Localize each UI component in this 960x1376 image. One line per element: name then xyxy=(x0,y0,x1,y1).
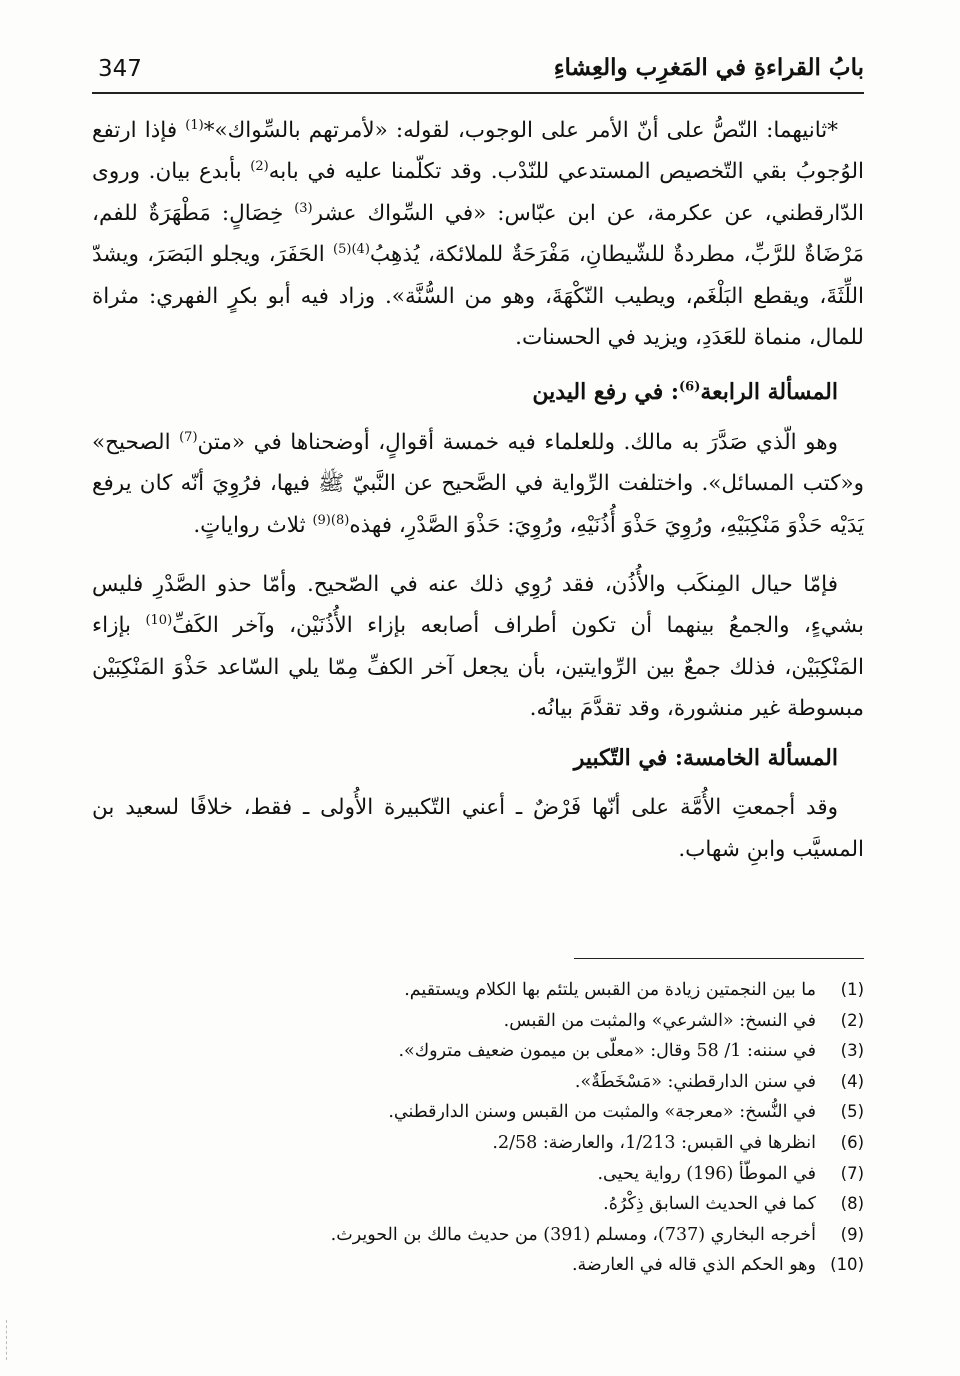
footnote-item xyxy=(92,1220,864,1251)
footnote-number: (4) xyxy=(840,1071,864,1091)
heading-subject: : في رفع اليدين xyxy=(532,379,680,406)
text-line: وزاد فيه أبو بكرٍ الفهري: مثراة للمال، منماة للعَدَدِ، ويزيد في الحسنات. xyxy=(92,283,864,351)
footnote-item xyxy=(92,1250,864,1281)
footnote-item xyxy=(92,1097,864,1128)
text-line: ثلاث رواياتٍ. xyxy=(193,512,306,538)
scan-edge-mark xyxy=(6,1320,8,1360)
footnote-divider xyxy=(574,958,864,959)
footnote-number: (7) xyxy=(840,1163,864,1183)
footnote-ref[interactable]: (1) xyxy=(185,117,204,133)
footnote-number: (10) xyxy=(830,1255,864,1275)
footnote-text: في الموطّأ (196) رواية يحيى. xyxy=(597,1163,816,1184)
footnote-item xyxy=(92,1067,864,1098)
main-text xyxy=(92,110,864,870)
heading-title: المسألة الرابعة xyxy=(700,379,838,406)
footnote-item xyxy=(92,1189,864,1220)
footnote-ref[interactable]: (10) xyxy=(145,613,173,629)
footnote-ref[interactable]: (9) xyxy=(312,512,331,528)
text-line: فليس بشيءٍ، والجمعُ بينهما أن تكون أطراف أصابعه بإزاء الأُذُنَيْن، وآخر الكَفِّ xyxy=(92,572,864,639)
text-line: المَنْكِبَيْن مبسوطة غير منشورة، وقد تقدَّمَ بيانُه. xyxy=(92,654,864,722)
footnote-item xyxy=(92,1006,864,1037)
footnote-number: (5) xyxy=(840,1102,864,1122)
text-line: الحَفَرَ، ويجلو البَصَرَ، ويشدّ اللِّثَةَ، ويقطع البَلْغَم، ويطيب النّكْهَةَ، وهو من السُّنَّة». xyxy=(92,242,864,309)
text-line: خِصَالٍ: مَطْهَرَةٌ للفم، مَرْضَاةٌ للرَّبِّ، مطردةٌ للشّيطانِ، مَفْرَحَةٌ للملائكة، يُذهِبُ xyxy=(92,200,864,268)
footnote-number: (6) xyxy=(840,1132,864,1152)
footnote-text: في النسخ: «الشرعي» والمثبت من القبس. xyxy=(503,1010,816,1031)
text-line: *ثانيهما: النّصُّ على أنّ الأمر على الوجوب، لقوله: «لأمرتهم بالسِّواك»* xyxy=(203,118,838,143)
text-line: فإمّا حيال المِنكَب والأُذُن، فقد رُوِي ذلك عنه في الصّحيح. وأمّا حذو الصَّدْرِ xyxy=(153,572,838,598)
footnote-ref[interactable]: (7) xyxy=(179,429,198,445)
text-line: وقد أجمعتِ الأُمَّة على أنّها فَرْضٌ ـ أعني التّكبيرة الأُولى ـ فقط، خلافًا لسعيد xyxy=(125,795,839,821)
text-line: بن المسيَّب وابنِ شهاب. xyxy=(92,795,864,862)
section-heading-fifth xyxy=(92,738,864,779)
paragraph-reconciliation xyxy=(92,564,864,730)
footnote-text: في سنن الدارقطني: «مَسْخَطَةٌ». xyxy=(574,1071,816,1092)
footnote-ref[interactable]: (6) xyxy=(679,380,701,396)
heading-subject: : في التّكبير xyxy=(573,744,684,771)
footnote-ref[interactable]: (3) xyxy=(294,200,313,216)
footnotes xyxy=(92,975,864,1281)
footnote-text: انظرها في القبس: 1/213، والعارضة: 2/58. xyxy=(492,1132,816,1153)
paragraph-takbir xyxy=(92,787,864,870)
paragraph-siwak xyxy=(92,110,864,358)
text-line: بإزاء المَنْكِبَيْن، فذلك جمعٌ بين الرِّوايتين، بأن يجعل آخر الكفِّ مِمّا يلي السّاعد حَذْوَ xyxy=(92,613,864,680)
footnote-ref[interactable]: (4) xyxy=(351,242,370,258)
text-line: أنّه كان يرفع يَدَيْه حَذْوَ مَنْكِبَيْهِ، ورُوِيَ حَذْوَ أُذُنَيْهِ، ورُوِيَ: حَذْوَ الصَّدْرِ، فهذه xyxy=(92,471,864,538)
heading-title: المسألة الخامسة xyxy=(683,744,838,771)
text-line: الصحيح» و«كتب المسائل». واختلفت الرِّواية في الصَّحيح عن النَّبيّ ﷺ فيها، فرُوِيَ xyxy=(92,429,864,497)
section-heading-fourth xyxy=(92,372,864,413)
footnote-ref[interactable]: (5) xyxy=(333,242,352,258)
footnote-text: أخرجه البخاري (737)، ومسلم (391) من حديث مالك بن الحويرث. xyxy=(330,1224,816,1245)
footnote-number: (9) xyxy=(840,1224,864,1244)
footnote-text: وهو الحكم الذي قاله في العارضة. xyxy=(571,1255,816,1276)
page-header xyxy=(92,48,864,94)
text-line: بأبدع بيان. وروى الدّارقطني، عن عكرمة، عن ابن عبّاس: «في السِّواك عشر xyxy=(92,159,864,226)
footnote-item xyxy=(92,975,864,1006)
footnote-ref[interactable]: (8) xyxy=(330,512,350,528)
footnote-item xyxy=(92,1159,864,1190)
text-line: وهو الّذي صَدَّرَ به مالك. وللعلماء فيه خمسة أقوالٍ، أوضحناها في «متن xyxy=(197,429,838,455)
footnote-number: (1) xyxy=(840,980,864,999)
footnote-text: في النُّسخ: «معرجة» والمثبت من القبس وسنن الدارقطني. xyxy=(388,1102,816,1123)
footnote-number: (2) xyxy=(840,1010,864,1030)
running-title: بابُ القراءةِ في المَغرِب والعِشاءِ xyxy=(553,54,864,81)
footnote-text: ما بين النجمتين زيادة من القبس يلتئم بها الكلام ويستقيم. xyxy=(404,980,816,1000)
footnote-number: (8) xyxy=(840,1194,864,1214)
footnote-number: (3) xyxy=(840,1041,864,1061)
paragraph-raising-hands xyxy=(92,422,864,546)
footnote-item xyxy=(92,1036,864,1067)
footnote-item xyxy=(92,1128,864,1159)
footnote-text: كما في الحديث السابق ذِكْرُهُ. xyxy=(603,1194,816,1215)
page-number: 347 xyxy=(98,56,142,82)
footnote-ref[interactable]: (2) xyxy=(250,159,269,175)
footnote-text: في سننه: 1/ 58 وقال: «معلّى بن ميمون ضعيف متروك». xyxy=(398,1041,816,1062)
text-line: فإذا ارتفع الوُجوبُ بقي التّخصيص المستدعي للنّدْب. وقد تكلّمنا عليه في بابه xyxy=(92,118,864,185)
